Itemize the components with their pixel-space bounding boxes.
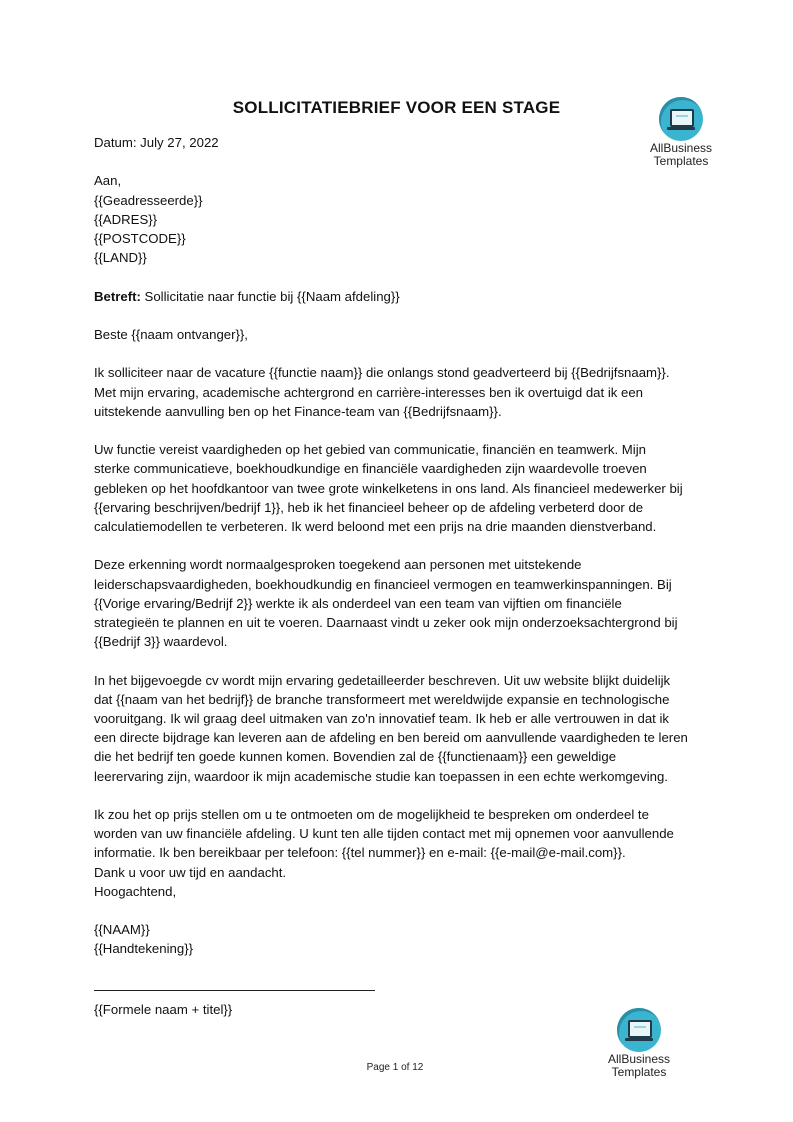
paragraph-line: Ik zou het op prijs stellen om u te ontmoeten om de mogelijkheid te bespreken om onderdeel te [94,806,649,822]
paragraph-line: calculatiemodellen te verbeteren. Ik werd beloond met een prijs na drie maanden dienstverband. [94,518,657,534]
letter-body [94,133,704,959]
subject-label: Betreft: [94,288,141,304]
salutation: Beste {{naam ontvanger}}, [94,326,248,342]
address-line: {{POSTCODE}} [94,231,186,246]
paragraph-line: In het bijgevoegde cv wordt mijn ervaring gedetailleerder beschreven. Uit uw website blijkt duidelijk [94,672,671,688]
address-line: {{Geadresseerde}} [94,192,203,208]
paragraph-line: vooruitgang. Ik wil graag deel uitmaken van zo'n innovatief team. Ik heb er alle vertrouwen in dat ik [94,710,670,726]
logo-text-line1: AllBusiness [649,141,713,155]
paragraph-line: gebleken op het hoofdkantoor van twee grote winkelketens in ons land. Als financieel medewerker bij [94,480,683,496]
paragraph-line: Uw functie vereist vaardigheden op het gebied van communicatie, financiën en teamwerk. Mijn [94,442,646,458]
signature-name: {{NAAM}} [94,922,150,938]
signature-placeholder: {{Handtekening}} [94,941,194,957]
address-line: Aan, [94,173,122,189]
paragraph-line: leerervaring zijn, waardoor ik mijn academische studie kan toepassen in een echte werkomgeving. [94,768,668,784]
paragraph-line: {{Vorige ervaring/Bedrijf 2}} werkte ik als onderdeel van een team van vijftien om financiële [94,595,622,611]
logo-text-line1: AllBusiness [607,1052,671,1066]
document-title: SOLLICITATIEBRIEF VOOR EEN STAGE [232,98,561,117]
address-line: {{LAND}} [94,250,147,266]
logo-text-line2: Templates [611,1065,667,1079]
signature-divider [94,990,375,991]
paragraph-line: leiderschapsvaardigheden, boekhoudkundig en financieel vermogen en teamwerkinspanningen. Bij [94,576,672,592]
paragraph-line: strategieën te plannen en uit te voeren. Daarnaast vindt u zeker ook mijn onderzoeksachtergrond bij [94,614,678,630]
paragraph-line: Dank u voor uw tijd en aandacht. [94,864,287,880]
paragraph-line: Ik solliciteer naar de vacature {{functie naam}} die onlangs stond geadverteerd bij {{Bedrijfsnaam}}. [94,365,670,381]
paragraph-line: worden van uw financiële afdeling. U kunt ten alle tijden contact met mij opnemen voor aanvullende [94,826,674,842]
logo-text-line2: Templates [653,154,709,168]
address-line: {{ADRES}} [94,211,158,227]
closing-line: Hoogachtend, [94,883,177,899]
subject-line [94,287,704,306]
paragraph-line: sterke communicatieve, boekhoudkundige en financiële vaardigheden zijn waardevolle troeven [94,461,647,477]
paragraph-line: die het bedrijf ten goede kunnen komen. Bovendien zal de {{functienaam}} een geweldige [94,749,617,765]
paragraph-line: uitstekende aanvulling ben op het Finance-team van {{Bedrijfsnaam}}. [94,403,502,419]
date-line: Datum: July 27, 2022 [94,135,219,150]
paragraph-line: {{ervaring beschrijven/bedrijf 1}}, heb ik het financieel beheer op de afdeling verbeterd door de [94,499,644,515]
subject-text: Sollicitatie naar functie bij {{Naam afdeling}} [140,288,400,304]
paragraph-line: dat {{naam van het bedrijf}} de branche transformeert met wereldwijde expansie en technologische [94,691,670,707]
paragraph-line: {{Bedrijf 3}} waardevol. [94,634,228,650]
laptop-icon [617,1008,661,1052]
paragraph-line: Met mijn ervaring, academische achtergrond en carrière-interesses ben ik overtuigd dat ik een [94,384,644,400]
paragraph-line: een directe bijdrage kan leveren aan de afdeling en ben bereid om aanvullende vaardigheden te leren [94,730,688,746]
formal-name: {{Formele naam + titel}} [94,1002,233,1017]
paragraph-line: informatie. Ik ben bereikbaar per telefoon: {{tel nummer}} en e-mail: {{e-mail@e-mail.com}}. [94,845,626,861]
page-number: Page 1 of 12 [366,1062,424,1073]
paragraph-line: Deze erkenning wordt normaalgesproken toegekend aan personen met uitstekende [94,557,582,573]
